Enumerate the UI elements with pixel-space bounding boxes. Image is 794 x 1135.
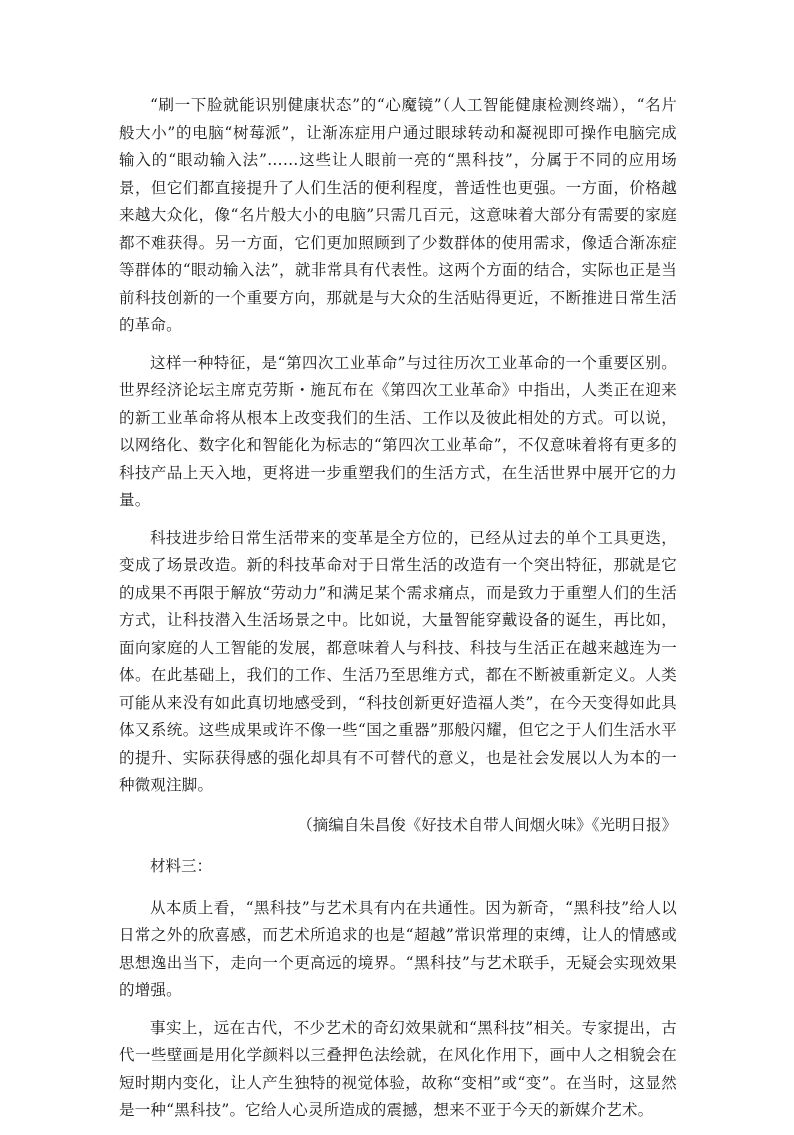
paragraph-3: 科技进步给日常生活带来的变革是全方位的，已经从过去的单个工具更迭，变成了场景改造。新的科技革命对于日常生活的改造有一个突出特征，那就是它的成果不再限于解放“劳动力”和满足某个需求痛点，而是致力于重塑人们的生活方式，让科技潜入生活场景之中。比如说，大量智能穿戴设备的诞生，再比如，面向家庭的人工智能的发展，都意味着人与科技、科技与生活正在越来越连为一体。在此基础上，我们的工作、生活乃至思维方式，都在不断被重新定义。人类可能从来没有如此真切地感受到，“科技创新更好造福人类”，在今天变得如此具体又系统。这些成果或许不像一些“国之重器”那般闪耀，但它之于人们生活水平的提升、实际获得感的强化却具有不可替代的意义，也是社会发展以人为本的一种微观注脚。 bbox=[119, 528, 677, 794]
paragraph-2: 这样一种特征，是“第四次工业革命”与过往历次工业革命的一个重要区别。世界经济论坛主席克劳斯・施瓦布在《第四次工业革命》中指出，人类正在迎来的新工业革命将从根本上改变我们的生活、工作以及彼此相处的方式。可以说，以网络化、数字化和智能化为标志的“第四次工业革命”，不仅意味着将有更多的科技产品上天入地，更将进一步重塑我们的生活方式，在生活世界中展开它的力量。 bbox=[119, 353, 677, 509]
paragraph-1: “刷一下脸就能识别健康状态”的“心魔镜”（人工智能健康检测终端），“名片般大小”的电脑“树莓派”，让渐冻症用户通过眼球转动和凝视即可操作电脑完成输入的“眼动输入法”……这些让人眼前一亮的“黑科技”，分属于不同的应用场景，但它们都直接提升了人们生活的便利程度，普适性也更强。一方面，价格越来越大众化，像“名片般大小的电脑”只需几百元，这意味着大部分有需要的家庭都不难获得。另一方面，它们更加照顾到了少数群体的使用需求，像适合渐冻症等群体的“眼动输入法”，就非常具有代表性。这两个方面的结合，实际也正是当前科技创新的一个重要方向，那就是与大众的生活贴得更近，不断推进日常生活的革命。 bbox=[119, 96, 677, 334]
document-page bbox=[119, 92, 677, 1135]
material3-paragraph-2: 事实上，远在古代，不少艺术的奇幻效果就和“黑科技”相关。专家提出，古代一些壁画是用化学颜料以三叠押色法绘就，在风化作用下，画中人之相貌会在短时期内变化，让人产生独特的视觉体验，故称“变相”或“变”。在当时，这显然是一种“黑科技”。它给人心灵所造成的震撼，想来不亚于今天的新媒介艺术。 bbox=[119, 1018, 677, 1119]
material3-paragraph-1: 从本质上看，“黑科技”与艺术具有内在共通性。因为新奇，“黑科技”给人以日常之外的欣喜感，而艺术所追求的也是“超越”常识常理的束缚，让人的情感或思想逸出当下，走向一个更高远的境界。“黑科技”与艺术联手，无疑会实现效果的增强。 bbox=[119, 898, 677, 999]
section-heading: 材料三： bbox=[150, 857, 213, 875]
source-citation: （摘编自朱昌俊《好技术自带人间烟火味》《光明日报》 bbox=[297, 815, 677, 834]
